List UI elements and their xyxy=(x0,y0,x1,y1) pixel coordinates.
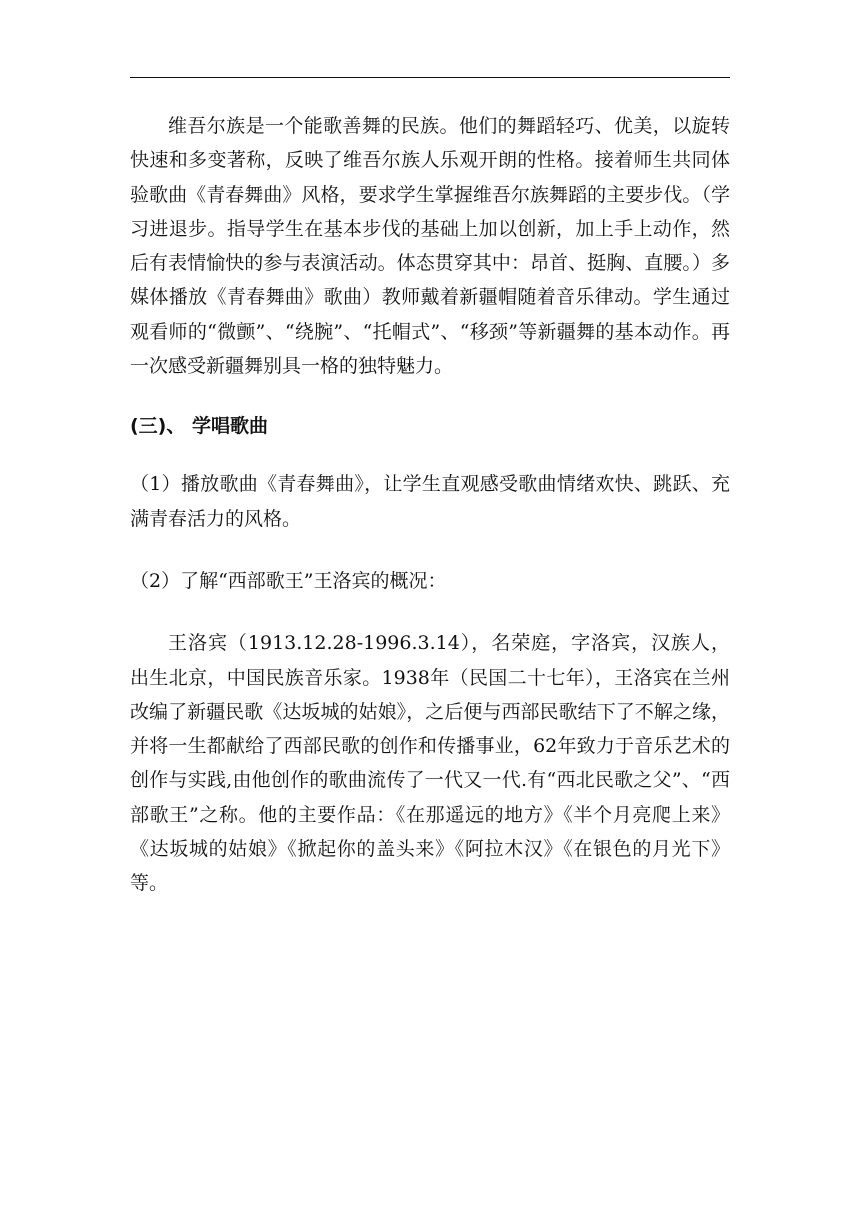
header-rule xyxy=(130,77,730,78)
spacer xyxy=(130,383,730,409)
spacer xyxy=(130,536,730,564)
paragraph-uyghur-dance: 维吾尔族是一个能歌善舞的民族。他们的舞蹈轻巧、优美，以旋转快速和多变著称，反映了维吾尔族人乐观开朗的性格。接着师生共同体验歌曲《青春舞曲》风格，要求学生掌握维吾尔族舞蹈的主要步伐。（学习进退步。指导学生在基本步伐的基础上加以创新，加上手上动作，然后有表情愉快的参与表演活动。体态贯穿其中：昂首、挺胸、直腰。）多媒体播放《青春舞曲》歌曲）教师戴着新疆帽随着音乐律动。学生通过观看师的“微颤”、“绕腕”、“托帽式”、“移颈”等新疆舞的基本动作。再一次感受新疆舞别具一格的独特魅力。 xyxy=(130,115,730,378)
list-item-learn-about: （2）了解“西部歌王”王洛宾的概况： xyxy=(130,569,447,592)
document-body xyxy=(130,109,730,901)
list-item-play-song: （1）播放歌曲《青春舞曲》，让学生直观感受歌曲情绪欢快、跳跃、充满青春活力的风格。 xyxy=(130,473,730,530)
paragraph-wang-luobin: 王洛宾（1913.12.28-1996.3.14），名荣庭，字洛宾，汉族人，出生北京，中国民族音乐家。1938年（民国二十七年），王洛宾在兰州改编了新疆民歌《达坂城的姑娘》，之后便与西部民歌结下了不解之缘，并将一生都献给了西部民歌的创作和传播事业，62年致力于音乐艺术的创作与实践,由他创作的歌曲流传了一代又一代.有“西北民歌之父”、“西部歌王”之称。他的主要作品：《在那遥远的地方》《半个月亮爬上来》《达坂城的姑娘》《掀起你的盖头来》《阿拉木汉》《在银色的月光下》等。 xyxy=(130,632,730,895)
spacer xyxy=(130,443,730,467)
spacer xyxy=(130,598,730,626)
section-heading: (三)、 学唱歌曲 xyxy=(130,415,268,438)
